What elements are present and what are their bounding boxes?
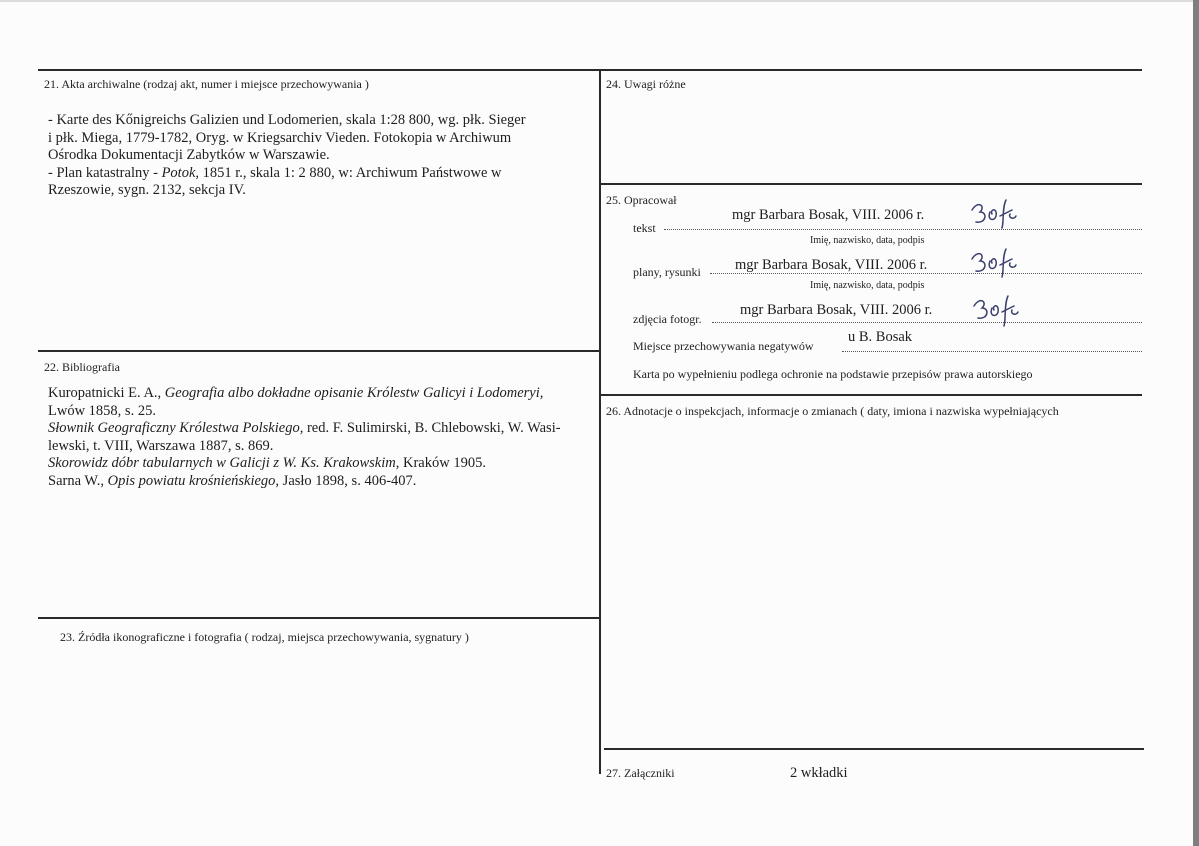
archive-line-5: Rzeszowie, sygn. 2132, sekcja IV.	[48, 182, 246, 198]
bib-1-title: Geografia albo dokładne opisanie Królestw Galicyi i Lodomeryi,	[164, 385, 544, 401]
bib-4-author: Sarna W.,	[48, 472, 108, 489]
section-21-content	[48, 112, 593, 200]
bib-4-imprint: Jasło 1898, s. 406-407.	[279, 472, 417, 489]
rule-center-vertical	[599, 69, 601, 774]
section-23-heading: 23. Źródła ikonograficzne i fotografia ( rodzaj, miejsca przechowywania, sygnatury )	[60, 630, 469, 644]
copyright-note: Karta po wypełnieniu podlega ochronie na podstawie przepisów prawa autorskiego	[633, 367, 1033, 381]
bibliography-entry-2	[48, 420, 588, 455]
zdjecia-value: mgr Barbara Bosak, VIII. 2006 r.	[740, 302, 933, 318]
bib-4-title: Opis powiatu krośnieńskiego,	[107, 472, 280, 489]
bib-2-title: Słownik Geograficzny Królestwa Polskiego,	[48, 420, 304, 436]
archive-line-4-italic: Potok,	[161, 164, 200, 181]
bibliography-entry-1	[48, 385, 588, 420]
bibliography-entry-4	[48, 473, 588, 491]
bib-2-editors: red. F. Sulimirski, B. Chlebowski, W. Wasi-	[303, 420, 561, 436]
section-22-content	[48, 385, 588, 490]
rule-24-25	[600, 183, 1142, 185]
bibliography-entry-3	[48, 455, 588, 473]
archive-line-4	[48, 165, 593, 183]
signature-caption-2: Imię, nazwisko, data, podpis	[810, 280, 925, 291]
handwritten-signature-icon	[970, 294, 1022, 333]
bib-3-imprint: Kraków 1905.	[399, 455, 486, 471]
rule-top-right	[600, 69, 1142, 71]
attachments-value: 2 wkładki	[790, 765, 848, 781]
section-22-heading: 22. Bibliografia	[44, 360, 120, 374]
rule-25-26	[600, 394, 1142, 396]
section-21-heading: 21. Akta archiwalne (rodzaj akt, numer i miejsce przechowywania )	[44, 77, 369, 91]
archive-line-4-post: 1851 r., skala 1: 2 880, w: Archiwum Państwowe w	[199, 164, 502, 181]
scan-top-edge	[0, 0, 1199, 2]
signature-caption-1: Imię, nazwisko, data, podpis	[810, 235, 925, 246]
rule-21-22	[38, 350, 600, 352]
tekst-value: mgr Barbara Bosak, VIII. 2006 r.	[732, 207, 925, 223]
miejsce-dotted-line	[842, 351, 1142, 352]
handwritten-signature-icon	[968, 247, 1020, 284]
archive-line-2: i płk. Miega, 1779-1782, Oryg. w Kriegsarchiv Vieden. Fotokopia w Archiwum	[48, 129, 512, 146]
bib-1-imprint: Lwów 1858, s. 25.	[48, 402, 156, 419]
section-26-heading: 26. Adnotacje o inspekcjach, informacje o zmianach ( daty, imiona i nazwiska wypełniających	[606, 404, 1059, 418]
bib-2-imprint: lewski, t. VIII, Warszawa 1887, s. 869.	[48, 437, 274, 454]
rule-top-left	[38, 69, 600, 71]
scan-right-edge	[1193, 0, 1199, 846]
archive-line-4-pre: - Plan katastralny -	[48, 164, 162, 181]
plany-label: plany, rysunki	[633, 265, 701, 279]
section-24-heading: 24. Uwagi różne	[606, 77, 686, 91]
tekst-label: tekst	[633, 221, 656, 235]
miejsce-label: Miejsce przechowywania negatywów	[633, 339, 814, 353]
zdjecia-dotted-line	[712, 322, 1142, 323]
rule-22-23	[38, 617, 600, 619]
section-27-heading: 27. Załączniki	[606, 766, 675, 780]
zdjecia-label: zdjęcia fotogr.	[633, 312, 702, 326]
rule-26-27	[604, 748, 1144, 750]
plany-value: mgr Barbara Bosak, VIII. 2006 r.	[735, 257, 928, 273]
tekst-dotted-line	[664, 229, 1142, 230]
section-25-heading: 25. Opracował	[606, 193, 677, 207]
handwritten-signature-icon	[968, 198, 1020, 235]
archive-line-3: Ośrodka Dokumentacji Zabytków w Warszawie.	[48, 147, 330, 163]
bib-3-title: Skorowidz dóbr tabularnych w Galicji z W. Ks. Krakowskim,	[48, 455, 400, 471]
miejsce-value: u B. Bosak	[848, 329, 913, 345]
bib-1-author: Kuropatnicki E. A.,	[48, 385, 165, 401]
archive-line-1: - Karte des Kőnigreichs Galizien und Lodomerien, skala 1:28 800, wg. płk. Sieger	[48, 112, 526, 128]
